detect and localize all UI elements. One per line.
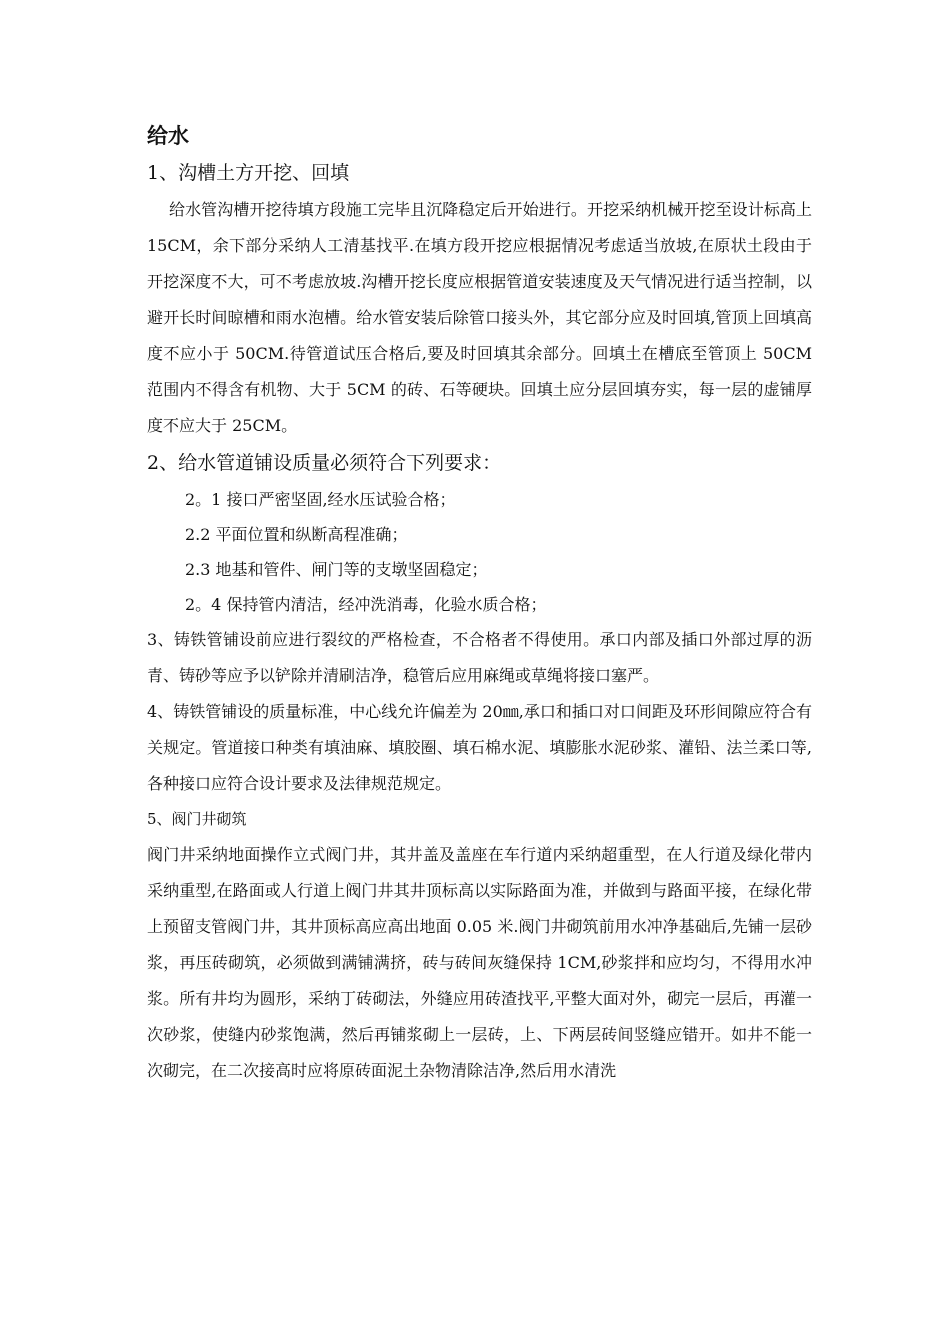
- section-1-heading: 1、沟槽土方开挖、回填: [147, 162, 350, 184]
- section-4-body: 4、铸铁管铺设的质量标准，中心线允许偏差为 20㎜,承口和插口对口间距及环形间隙应符合有关规定。管道接口种类有填油麻、填胶圈、填石棉水泥、填膨胀水泥砂浆、灌铅、法兰柔口等,各种接口应符合设计要求及法律规范规定。: [147, 702, 812, 793]
- document-content: [147, 118, 812, 1089]
- section-2-item: 2。1 接口严密坚固,经水压试验合格；: [185, 490, 456, 509]
- section-2-item: 2.3 地基和管件、闸门等的支墩坚固稳定；: [185, 560, 488, 579]
- document-title: 给水: [147, 124, 189, 148]
- section-1-body: 给水管沟槽开挖待填方段施工完毕且沉降稳定后开始进行。开挖采纳机械开挖至设计标高上 15CM，余下部分采纳人工清基找平.在填方段开挖应根据情况考虑适当放坡,在原状土段由于开挖深度不大，可不考虑放坡.沟槽开挖长度应根据管道安装速度及天气情况进行适当控制，以避开长时间晾槽和雨水泡槽。给水管安装后除管口接头外，其它部分应及时回填,管顶上回填高度不应小于 50CM.待管道试压合格后,要及时回填其余部分。回填土在槽底至管顶上 50CM 范围内不得含有机物、大于 5CM 的砖、石等硬块。回填土应分层回填夯实，每一层的虚铺厚度不应大于 25CM。: [147, 200, 812, 435]
- section-3-body: 3、铸铁管铺设前应进行裂纹的严格检查，不合格者不得使用。承口内部及插口外部过厚的沥青、铸砂等应予以铲除并清刷洁净，稳管后应用麻绳或草绳将接口塞严。: [147, 630, 812, 685]
- section-2-item: 2.2 平面位置和纵断高程准确；: [185, 525, 408, 544]
- section-2-heading: 2、给水管道铺设质量必须符合下列要求：: [147, 452, 502, 474]
- section-2-item: 2。4 保持管内清洁，经冲洗消毒，化验水质合格；: [185, 595, 547, 614]
- section-5-heading: 5、阀门井砌筑: [147, 810, 247, 828]
- section-5-body: 阀门井采纳地面操作立式阀门井，其井盖及盖座在车行道内采纳超重型，在人行道及绿化带内采纳重型,在路面或人行道上阀门井其井顶标高以实际路面为准，并做到与路面平接，在绿化带上预留支管阀门井，其井顶标高应高出地面 0.05 米.阀门井砌筑前用水冲净基础后,先铺一层砂浆，再压砖砌筑，必须做到满铺满挤，砖与砖间灰缝保持 1CM,砂浆拌和应均匀，不得用水冲浆。所有井均为圆形，采纳丁砖砌法，外缝应用砖渣找平,平整大面对外，砌完一层后，再灌一次砂浆，使缝内砂浆饱满，然后再铺浆砌上一层砖，上、下两层砖间竖缝应错开。如井不能一次砌完，在二次接高时应将原砖面泥土杂物清除洁净,然后用水清洗: [147, 845, 812, 1080]
